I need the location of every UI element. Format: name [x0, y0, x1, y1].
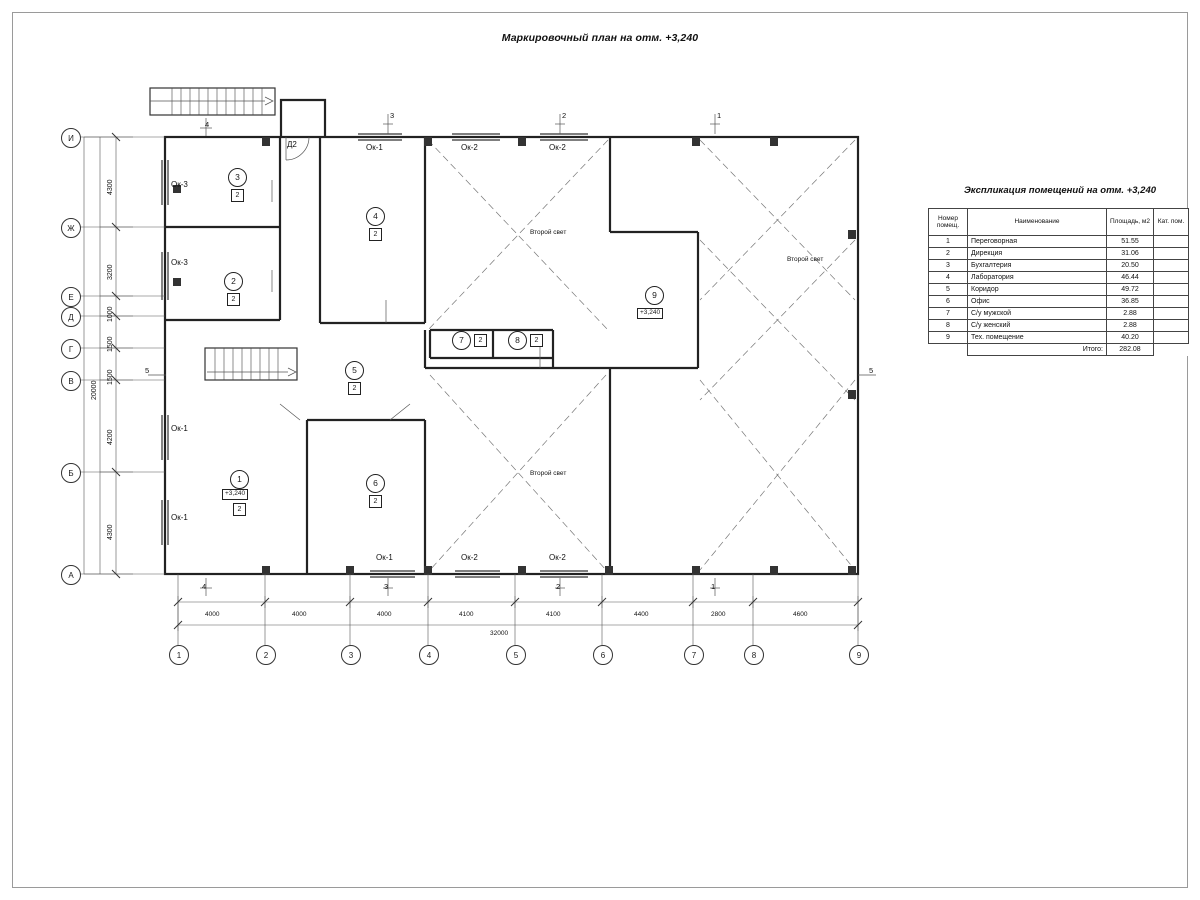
cell-number: 1 [929, 236, 968, 248]
dim-bottom-1: 4000 [205, 611, 220, 618]
page-title: Маркировочный план на отм. +3,240 [501, 32, 699, 44]
dim-left-6: 4200 [107, 429, 114, 445]
section-mark-4-bottom: 4 [202, 582, 207, 591]
axis-marker-v: В [61, 371, 81, 391]
room-cat-5: 2 [348, 382, 361, 395]
axis-marker-2: 2 [256, 645, 276, 665]
room-cat-2a: 2 [227, 293, 240, 306]
section-mark-2-bottom: 2 [556, 582, 561, 591]
dim-bottom-4: 4100 [459, 611, 474, 618]
window-label-ok1-a: Ок-1 [171, 424, 188, 433]
cell-name: Тех. помещение [968, 332, 1107, 344]
axis-marker-1: 1 [169, 645, 189, 665]
table-row [929, 272, 1189, 284]
cell-number: 5 [929, 284, 968, 296]
dim-left-7: 4300 [107, 524, 114, 540]
axis-marker-3: 3 [341, 645, 361, 665]
table-row [929, 248, 1189, 260]
col-header-area: Площадь, м2 [1107, 209, 1154, 236]
cell-name: С/у мужской [968, 308, 1107, 320]
room-number-8: 8 [508, 331, 527, 350]
cell-category [1154, 248, 1189, 260]
dim-left-1: 4300 [107, 179, 114, 195]
cell-category [1154, 272, 1189, 284]
cell-category [1154, 320, 1189, 332]
room-number-4: 4 [366, 207, 385, 226]
table-row [929, 308, 1189, 320]
cell-area: 40.20 [1107, 332, 1154, 344]
table-row [929, 284, 1189, 296]
cell-number: 3 [929, 260, 968, 272]
room-cat-8: 2 [530, 334, 543, 347]
room-cat-3: 2 [231, 189, 244, 202]
exploration-title: Экспликация помещений на отм. +3,240 [963, 185, 1157, 196]
dim-bottom-6: 4400 [634, 611, 649, 618]
col-header-name: Наименование [968, 209, 1107, 236]
cell-category [1154, 284, 1189, 296]
col-header-category: Кат. пом. [1154, 209, 1189, 236]
cell-name: Коридор [968, 284, 1107, 296]
section-mark-1-top: 1 [717, 111, 722, 120]
dim-bottom-8: 4600 [793, 611, 808, 618]
axis-marker-9: 9 [849, 645, 869, 665]
cell-number: 7 [929, 308, 968, 320]
section-mark-3-top: 3 [390, 111, 395, 120]
door-label-d2: Д2 [287, 140, 297, 149]
cell-category [1154, 260, 1189, 272]
room-number-7: 7 [452, 331, 471, 350]
section-mark-4-top: 4 [205, 120, 210, 129]
dim-bottom-7: 2800 [711, 611, 726, 618]
table-header-row [929, 209, 1189, 236]
room-cat-6: 2 [369, 495, 382, 508]
cell-number: 9 [929, 332, 968, 344]
window-label-ok2-b: Ок-2 [549, 143, 566, 152]
cell-name: С/у женский [968, 320, 1107, 332]
room-number-5: 5 [345, 361, 364, 380]
axis-marker-g: Г [61, 339, 81, 359]
dim-left-5: 1500 [107, 369, 114, 385]
total-label: Итого: [968, 344, 1107, 356]
cell-number: 8 [929, 320, 968, 332]
cell-name: Бухгалтерия [968, 260, 1107, 272]
cell-area: 51.55 [1107, 236, 1154, 248]
cell-number: 6 [929, 296, 968, 308]
axis-marker-5: 5 [506, 645, 526, 665]
section-mark-2-top: 2 [562, 111, 567, 120]
cell-area: 2.88 [1107, 308, 1154, 320]
cell-area: 36.85 [1107, 296, 1154, 308]
axis-marker-7: 7 [684, 645, 704, 665]
window-label-ok2-d: Ок-2 [549, 553, 566, 562]
axis-marker-b: Б [61, 463, 81, 483]
cell-category [1154, 236, 1189, 248]
exploration-table [928, 208, 1189, 356]
dim-bottom-3: 4000 [377, 611, 392, 618]
axis-marker-e: Е [61, 287, 81, 307]
dim-bottom-total: 32000 [490, 630, 509, 637]
section-mark-3-bottom: 3 [384, 582, 389, 591]
cell-number: 2 [929, 248, 968, 260]
section-mark-5-right: 5 [869, 366, 874, 375]
axis-marker-zh: Ж [61, 218, 81, 238]
window-label-ok2-a: Ок-2 [461, 143, 478, 152]
total-value: 282.08 [1107, 344, 1154, 356]
cell-area: 20.50 [1107, 260, 1154, 272]
level-tag-9: +3,240 [637, 308, 663, 319]
cell-area: 2.88 [1107, 320, 1154, 332]
window-label-ok2-c: Ок-2 [461, 553, 478, 562]
cell-number: 4 [929, 272, 968, 284]
level-tag-1: +3,240 [222, 489, 248, 500]
room-number-9: 9 [645, 286, 664, 305]
window-label-ok1-b: Ок-1 [171, 513, 188, 522]
table-row [929, 236, 1189, 248]
room-number-2a: 2 [224, 272, 243, 291]
dim-bottom-5: 4100 [546, 611, 561, 618]
table-row [929, 320, 1189, 332]
dim-left-total: 20000 [91, 380, 98, 400]
dim-left-3: 1000 [107, 306, 114, 322]
room-cat-1: 2 [233, 503, 246, 516]
section-mark-5-left: 5 [145, 366, 150, 375]
void-label-1: Второй свет [530, 229, 567, 236]
room-number-1: 1 [230, 470, 249, 489]
axis-marker-a: А [61, 565, 81, 585]
cell-name: Переговорная [968, 236, 1107, 248]
axis-marker-4: 4 [419, 645, 439, 665]
axis-marker-8: 8 [744, 645, 764, 665]
room-number-3: 3 [228, 168, 247, 187]
axis-marker-i: И [61, 128, 81, 148]
dim-bottom-2: 4000 [292, 611, 307, 618]
total-spacer [929, 344, 968, 356]
dim-left-4: 1500 [107, 336, 114, 352]
table-row [929, 296, 1189, 308]
table-row [929, 260, 1189, 272]
cell-name: Дирекция [968, 248, 1107, 260]
room-number-6: 6 [366, 474, 385, 493]
cell-category [1154, 332, 1189, 344]
window-label-ok3-a: Ок-3 [171, 180, 188, 189]
window-label-ok3-b: Ок-3 [171, 258, 188, 267]
section-mark-1-bottom: 1 [711, 582, 716, 591]
window-label-ok1-c: Ок-1 [366, 143, 383, 152]
dim-left-2: 3200 [107, 264, 114, 280]
room-cat-4: 2 [369, 228, 382, 241]
room-cat-7: 2 [474, 334, 487, 347]
cell-area: 49.72 [1107, 284, 1154, 296]
window-label-ok1-d: Ок-1 [376, 553, 393, 562]
cell-area: 31.06 [1107, 248, 1154, 260]
cell-name: Лаборатория [968, 272, 1107, 284]
void-label-2: Второй свет [787, 256, 824, 263]
cell-name: Офис [968, 296, 1107, 308]
cell-area: 46.44 [1107, 272, 1154, 284]
cell-category [1154, 308, 1189, 320]
axis-marker-6: 6 [593, 645, 613, 665]
axis-marker-d: Д [61, 307, 81, 327]
table-total-row [929, 344, 1189, 356]
cell-category [1154, 296, 1189, 308]
void-label-3: Второй свет [530, 470, 567, 477]
col-header-number: Номер помещ. [929, 209, 968, 236]
table-row [929, 332, 1189, 344]
total-cat [1154, 344, 1189, 356]
